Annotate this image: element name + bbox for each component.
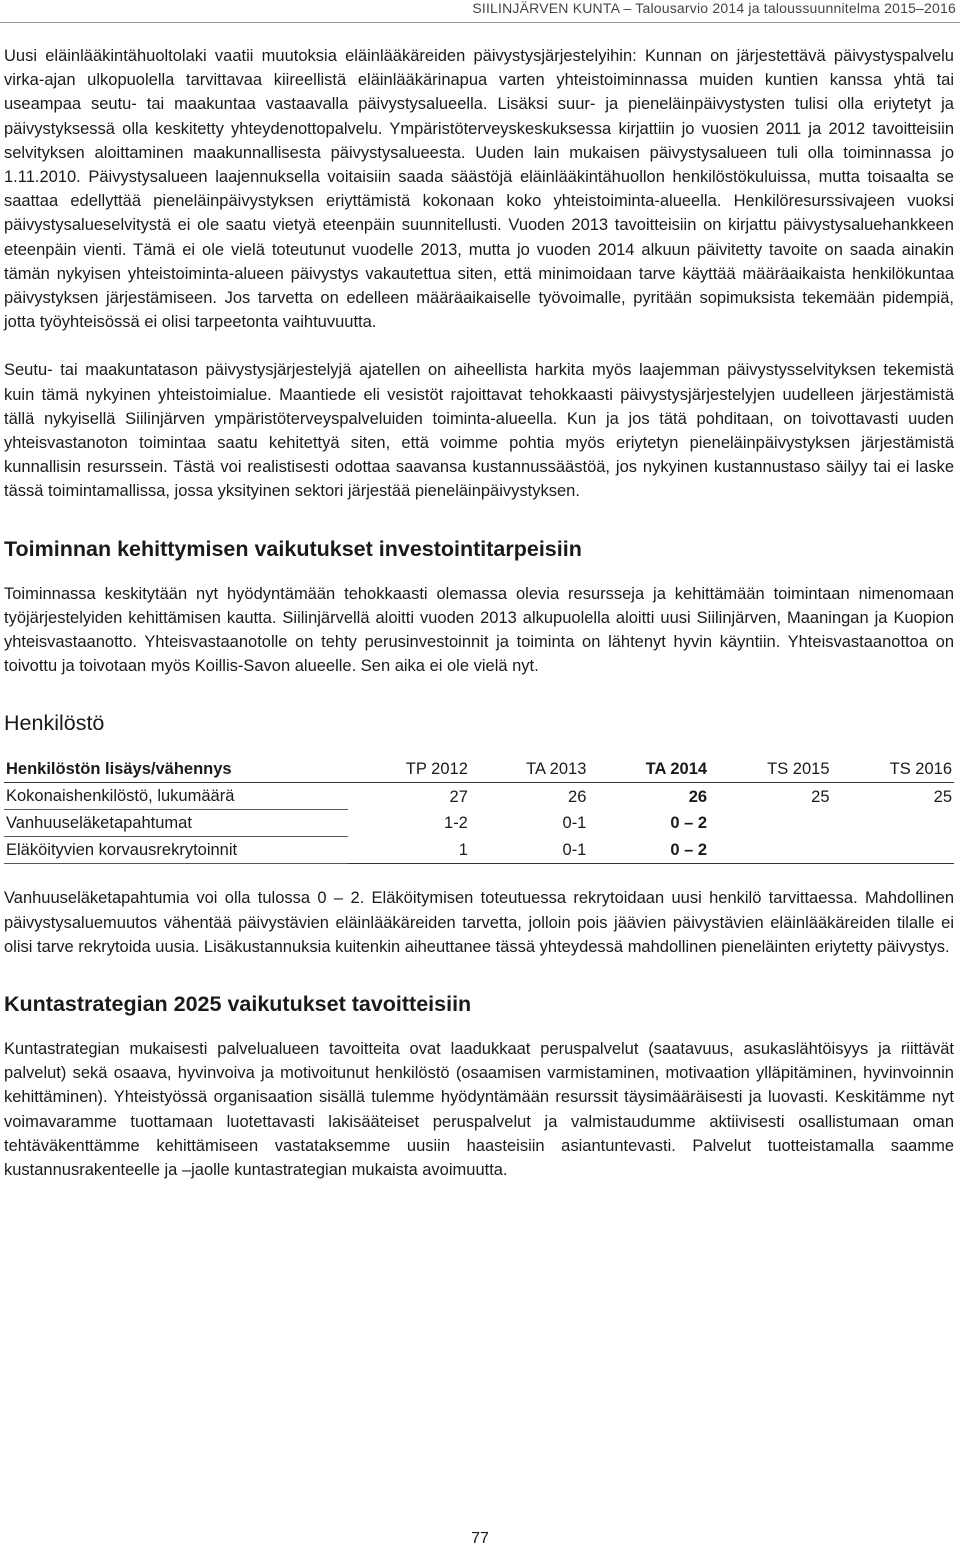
col-header: TS 2015	[709, 756, 831, 783]
header-divider	[0, 22, 960, 23]
table-row	[4, 810, 954, 837]
table-cell: 26	[688, 787, 708, 806]
running-header: SIILINJÄRVEN KUNTA – Talousarvio 2014 ja taloussuunnitelma 2015–2016	[472, 0, 956, 16]
heading-strategy: Kuntastrategian 2025 vaikutukset tavoitteisiin	[4, 992, 472, 1017]
document-body	[4, 44, 954, 1182]
table-cell: 26	[568, 787, 587, 806]
paragraph-vet-law: Uusi eläinlääkintähuoltolaki vaatii muutoksia eläinlääkäreiden päivystysjärjestelyihin: Kunnan on järjestettävä päivystyspalvelu virka-ajan ulkopuolella tarvittavaa kiireellistä eläinlääkärinapua varten yhteistoiminnassa muiden kuntien kanssa yhtä tai useampaa seutu- tai maakuntaa vastaavalla päivystysalueella. Lisäksi suur- ja pieneläinpäivystysten tulisi olla eriytetyt ja päivystyksessä olla keskitetty yhteydenottopalvelu. Ympäristöterveyskeskuksessa kirjattiin jo vuosien 2011 ja 2012 tavoitteisiin selvityksen aloittaminen maakunnallisesta päivystysalueesta. Uuden lain mukaisen päivystysalueen tuli olla toiminnassa jo 1.11.2010. Päivystysalueen laajennuksella voitaisiin saada säästöjä eläinlääkintähuollon henkilöstökuluissa, mutta toisaalta se saattaa edellyttää pieneläinpäivystyksen eriyttämistä kokonaan koko yhteistoiminta-alueella. Henkilöresurssivajeen vuoksi päivystysalueselvitystä ei ole saatu vietyä eteenpäin suunnitellusti. Vuoden 2013 tavoitteisiin on kirjattu päivystysaluehankkeen eteenpäin vienti. Tämä ei ole vielä toteutunut vuodelle 2013, mutta jo vuoden 2014 alkuun päivitetty tavoite on saada ainakin tämän nykyisen yhteistoiminta-alueen päivystys vakautettua siten, että minimoidaan tarve käyttää määräaikaista henkilökuntaa päivystyksen järjestämiseen. Jos tarvetta on edelleen määräaikaiselle työvoimalle, pyritään sopimuksista tekemään pidempiä, jotta työyhteisössä ei olisi tarpeetonta vaihtuvuutta.	[4, 47, 954, 332]
table-row	[4, 783, 954, 810]
table-cell	[709, 837, 831, 864]
paragraph-strategy: Kuntastrategian mukaisesti palvelualueen tavoitteita ovat laadukkaat peruspalvelut (saatavuus, asukaslähtöisyys ja riittävät palvelut) sekä osaava, hyvinvoiva ja motivoitunut henkilöstö (osaamisen varmistaminen, motivaation ylläpitäminen, hyvinvoinnin kehittäminen). Yhteistyössä organisaation sisällä tulemme hyödyntämään resurssit täysimääräisesti ja luovasti. Keskitämme nyt voimavaramme tuottamaan luotettavasti lakisääteiset peruspalvelut ja valmistaudumme aktiivisesti osallistumaan oman tehtäväkenttämme kehittämiseen vastataksemme uusiin haasteisiin asiantuntevasti. Palvelut tuotteistamalla saamme kustannusrakenteelle ja –jaolle kuntastrategian mukaista avoimuutta.	[4, 1040, 954, 1180]
page-number: 77	[471, 1530, 489, 1547]
table-cell: 25	[811, 787, 830, 806]
table-cell: 27	[449, 787, 468, 806]
staff-table-header-label: Henkilöstön lisäys/vähennys	[4, 756, 348, 783]
table-cell: 0 – 2	[670, 841, 708, 860]
heading-staff: Henkilöstö	[4, 711, 105, 736]
row-label: Vanhuuseläketapahtumat	[4, 810, 348, 837]
staff-table	[4, 756, 954, 864]
col-header: TS 2016	[832, 756, 954, 783]
col-header: TA 2013	[470, 756, 589, 783]
table-row	[4, 837, 954, 864]
row-label: Eläköityvien korvausrekrytoinnit	[4, 837, 348, 864]
heading-investments: Toiminnan kehittymisen vaikutukset investointitarpeisiin	[4, 536, 582, 561]
table-cell: 0-1	[562, 841, 587, 860]
staff-table-header-row	[4, 756, 954, 783]
col-header: TA 2014	[588, 756, 709, 783]
col-header: TP 2012	[348, 756, 470, 783]
table-cell	[709, 810, 831, 837]
table-cell: 0-1	[562, 814, 587, 833]
table-cell: 0 – 2	[670, 814, 708, 833]
paragraph-staff: Vanhuuseläketapahtumia voi olla tulossa 0 – 2. Eläköitymisen toteutuessa rekrytoidaan uusi henkilö tarvittaessa. Mahdollinen päivystysaluemuutos vähentää päivystävien eläinlääkäreiden tarvetta, jolloin pois jäävien päivystävien eläinlääkäreiden tilalle ei olisi tarve rekrytoida uusia. Lisäkustannuksia kuitenkin aiheuttanee tässä yhteydessä mahdollinen pieneläinten eriytetty päivystys.	[4, 889, 954, 956]
paragraph-regional-duty: Seutu- tai maakuntatason päivystysjärjestelyjä ajatellen on aiheellista harkita myös laajemman päivystysselvityksen tekemistä kuin tämä nykyinen yhteistoimialue. Maantiede eli vesistöt rajoittavat tehokkaasti päivystysjärjestelyjen uudelleen järjestämistä tällä nykyisellä Siilinjärven ympäristöterveyspalveluiden toiminta-alueella. Kun ja jos tätä pohditaan, on toivottavasti uuden yhteisvastanoton toimintaa saatu kehitettyä siten, että voimme pohtia myös eriytetyn pieneläinpäivystyksen järjestämistä kunnallisin resurssein. Tästä voi realistisesti odottaa saavansa kustannussäästöä, jos nykyinen kustannustaso säilyy tai ei laske tässä toimintamallissa, jossa yksityinen sektori järjestää pieneläinpäivystyksen.	[4, 361, 954, 501]
paragraph-investments: Toiminnassa keskitytään nyt hyödyntämään tehokkaasti olemassa olevia resursseja ja kehittämään toimintaan nimenomaan työjärjestelyiden kehittämisen kautta. Siilinjärvellä aloitti vuoden 2013 alkupuolella aloitti uusi Siilinjärven, Maaningan ja Kuopion yhteisvastaanotto. Yhteisvastaanotolle on tehty perusinvestoinnit ja toiminta on lähtenyt hyvin käyntiin. Yhteisvastaanottoa on toivottu ja toivotaan myös Koillis-Savon alueelle. Sen aika ei ole vielä nyt.	[4, 584, 954, 676]
table-cell	[832, 837, 954, 864]
table-cell: 25	[933, 787, 952, 806]
table-cell: 1	[458, 841, 468, 860]
row-label: Kokonaishenkilöstö, lukumäärä	[4, 783, 348, 810]
table-cell: 1-2	[444, 814, 468, 833]
table-cell	[832, 810, 954, 837]
